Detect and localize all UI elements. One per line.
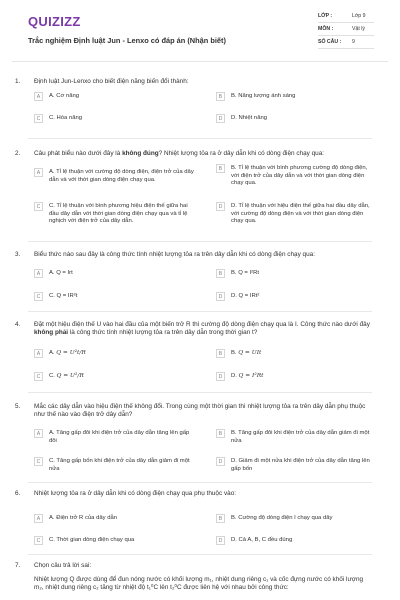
question-number: 7. (15, 562, 21, 569)
question-3 (0, 251, 400, 303)
option-letter-box[interactable]: A (34, 514, 43, 523)
question-text: Đặt một hiệu điện thế U vào hai đầu của một biến trở R thì cường độ dòng điện chạy qua là I. Công thức nào dưới đây không phải là công thức tính nhiệt lượng tỏa ra trên dây dẫn trong thời gian t? (34, 321, 370, 336)
option-text: A. Cơ năng (49, 93, 80, 99)
option-letter-box[interactable]: D (216, 202, 225, 211)
option-text: A. Tỉ lệ thuận với cường độ dòng điện, điện trở của dây dẫn và với thời gian dòng điện chạy qua. (49, 169, 194, 183)
question-5 (0, 403, 400, 485)
meta-count-value: 9 (352, 39, 355, 45)
meta-count-row (318, 36, 374, 49)
meta-grade-value: Lớp 9 (352, 13, 366, 19)
question-divider (28, 482, 372, 483)
option-text: D. Cả A, B, C đều đúng (231, 537, 293, 543)
option-prefix: B. (231, 350, 237, 356)
option-text: C. Tỉ lệ thuận với bình phương hiệu điện thế giữa hai đầu dây dẫn với thời gian dòng điện chạy qua và tỉ lệ nghịch với điện trở của dây dẫn. (49, 203, 188, 225)
question-divider (28, 138, 372, 139)
question-number: 2. (15, 150, 21, 157)
option-text: B. Năng lượng ánh sáng (231, 93, 296, 99)
option-letter-box[interactable]: A (34, 269, 43, 278)
option-text: B. Cường độ dòng điện I chạy qua dây (231, 515, 333, 521)
question-6 (0, 490, 400, 544)
quizizz-logo[interactable]: QUIZIZZ (28, 14, 81, 29)
worksheet-title: Trắc nghiệm Định luật Jun - Lenxo có đáp án (Nhận biết) (28, 36, 226, 45)
option-text: A. Q = Irt (49, 270, 73, 276)
question-emphasis: không phải (34, 329, 69, 336)
question-divider (28, 241, 372, 242)
worksheet-meta (318, 10, 374, 49)
option-text: C. Hóa năng (49, 115, 83, 121)
question-subtext: Nhiệt lượng Q được dùng để đun nóng nước có khối lượng m₁, nhiệt dung riêng c₁ và cốc đựng nước có khối lượng m₂, nhiệt dung riêng c₂ tăng từ nhiệt độ t₁⁰C lên t₂⁰C được liên hệ với nhau bởi công thức: (34, 576, 364, 591)
option-letter-box[interactable]: D (216, 114, 225, 123)
option-letter-box[interactable]: B (216, 514, 225, 523)
question-1 (0, 78, 400, 130)
option-formula: Q = U²t/R (56, 350, 86, 356)
option-text: D. Tỉ lệ thuận với hiệu điện thế giữa hai đầu dây dẫn, với cường độ dòng điện và với thời gian dòng điện chạy qua. (231, 203, 370, 225)
option-text: D. Q = IRt² (231, 293, 260, 299)
meta-count-label: SỐ CÂU : (318, 39, 342, 45)
meta-grade-row (318, 10, 374, 23)
option-prefix: D. (231, 373, 237, 379)
option-letter-box[interactable]: B (216, 269, 225, 278)
question-number: 1. (15, 78, 21, 85)
question-number: 5. (15, 403, 21, 410)
question-number: 4. (15, 321, 21, 328)
option-text: A. Tăng gấp đôi khi điện trở của dây dẫn tăng lên gấp đôi (49, 430, 190, 444)
question-number: 6. (15, 490, 21, 497)
option-text: C. Thời gian dòng điện chạy qua (49, 537, 135, 543)
option-text: B. Tỉ lệ thuận với bình phương cường độ dòng điện, với điện trở của dây dẫn và với thời gian dòng điện chạy qua. (231, 165, 368, 187)
meta-subject-row (318, 23, 374, 36)
question-divider (28, 554, 372, 555)
option-text: B. Q = I²Rt (231, 270, 259, 276)
option-letter-box[interactable]: D (216, 372, 225, 381)
option-formula: Q = UIt (238, 350, 262, 356)
option-letter-box[interactable]: C (34, 457, 43, 466)
meta-grade-label: LỚP : (318, 13, 333, 19)
option-text: C. Tăng gấp bốn khi điện trở của dây dẫn giảm đi một nửa (49, 458, 190, 472)
question-text: Nhiệt lượng tỏa ra ở dây dẫn khi có dòng điện chạy qua phụ thuộc vào: (34, 490, 237, 497)
question-text: Mắc các dây dẫn vào hiệu điện thế không đổi. Trong cùng một thời gian thì nhiệt lượng tỏa ra trên dây dẫn phụ thuộc như thế nào vào điện trở dây dẫn? (34, 403, 366, 418)
question-divider (28, 392, 372, 393)
option-letter-box[interactable]: B (216, 429, 225, 438)
option-text: D. Nhiệt năng (231, 115, 268, 121)
option-letter-box[interactable]: A (34, 349, 43, 358)
option-letter-box[interactable]: C (34, 536, 43, 545)
question-emphasis: không đúng (122, 150, 159, 157)
option-letter-box[interactable]: D (216, 292, 225, 301)
worksheet-header (12, 0, 388, 62)
option-letter-box[interactable]: D (216, 536, 225, 545)
question-text: Biểu thức nào sau đây là công thức tính nhiệt lượng tỏa ra trên dây dẫn khi có dòng điện chạy qua: (34, 251, 315, 258)
question-7 (0, 562, 400, 592)
option-letter-box[interactable]: D (216, 457, 225, 466)
option-formula: Q = I²Rt (238, 373, 264, 379)
option-letter-box[interactable]: C (34, 292, 43, 301)
option-text: D. Giảm đi một nửa khi điện trở của dây dẫn tăng lên gấp bốn (231, 458, 370, 472)
meta-subject-label: MÔN : (318, 26, 334, 32)
option-letter-box[interactable]: A (34, 92, 43, 101)
question-2 (0, 150, 400, 234)
question-text: Câu phát biểu nào dưới đây là không đúng? Nhiệt lượng tỏa ra ở dây dẫn khi có dòng điện chạy qua: (34, 150, 325, 157)
option-text: A. Điện trở R của dây dẫn (49, 515, 118, 521)
option-text: B. Tăng gấp đôi khi điện trở của dây dẫn giảm đi một nửa (231, 430, 370, 444)
option-letter-box[interactable]: B (216, 349, 225, 358)
option-letter-box[interactable]: C (34, 114, 43, 123)
question-text: Định luật Jun-Lenxo cho biết điện năng biến đổi thành: (34, 78, 189, 85)
question-divider (28, 311, 372, 312)
option-text: C. Q = IR²t (49, 293, 78, 299)
option-letter-box[interactable]: B (216, 164, 225, 173)
option-prefix: C. (49, 373, 55, 379)
option-prefix: A. (49, 350, 55, 356)
question-number: 3. (15, 251, 21, 258)
option-letter-box[interactable]: B (216, 92, 225, 101)
option-formula: Q = U²/R (56, 373, 84, 379)
option-letter-box[interactable]: A (34, 429, 43, 438)
option-letter-box[interactable]: C (34, 202, 43, 211)
question-text: Chọn câu trả lời sai: (34, 562, 92, 569)
question-4 (0, 321, 400, 385)
meta-subject-value: Vật lý (352, 26, 365, 32)
option-letter-box[interactable]: C (34, 372, 43, 381)
option-letter-box[interactable]: A (34, 168, 43, 177)
